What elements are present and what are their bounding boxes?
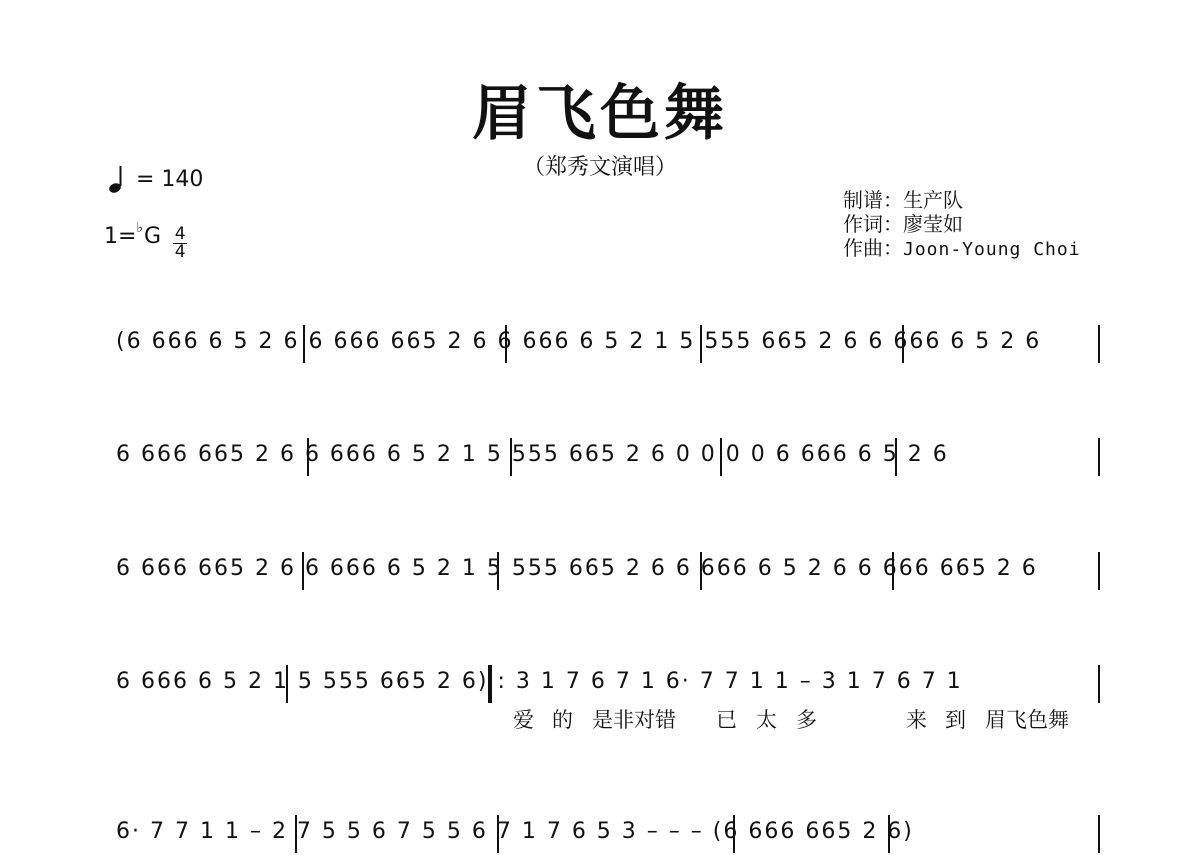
barline xyxy=(1098,665,1100,703)
lyric-word: 眉飞色舞 xyxy=(985,708,1069,732)
score-line-text: (6 666 6 5 2 6 6 666 665 2 6 6 666 6 5 2 1 5 555 665 2 6 6 666 6 5 2 6 xyxy=(116,329,1042,354)
key-signature xyxy=(104,220,187,262)
lyric-word: 太 xyxy=(756,708,777,732)
score-line-text: 6 666 6 5 2 1 5 555 665 2 6) : 3 1 7 6 7 1 6· 7 7 1 1 – 3 1 7 6 7 1 xyxy=(116,669,963,694)
score-line-text: 6 666 665 2 6 6 666 6 5 2 1 5 555 665 2 6 0 0 0 0 6 666 6 5 2 6 xyxy=(116,442,949,467)
barline xyxy=(1098,325,1100,363)
lyric-word: 多 xyxy=(796,708,817,732)
tempo-value: = 140 xyxy=(136,166,204,192)
lyricist-credit: 作词：廖莹如 xyxy=(843,212,963,236)
lyric-word: 来 xyxy=(906,708,927,732)
key-note: G xyxy=(144,224,162,249)
repeat-start-sign xyxy=(488,665,500,703)
score-line-text: 6· 7 7 1 1 – 2 7 5 5 6 7 5 5 6 7 1 7 6 5 3 – – – (6 666 665 2 6) xyxy=(116,819,914,844)
lyric-word: 的 xyxy=(552,708,573,732)
song-title: 眉飞色舞 xyxy=(472,79,728,149)
score-row3 xyxy=(0,552,1200,592)
time-top: 4 xyxy=(174,224,186,244)
credits-block xyxy=(843,188,1081,262)
performer-subtitle: （郑秀文演唱） xyxy=(522,155,677,180)
composer-credit: 作曲：Joon-Young Choi xyxy=(843,236,1081,260)
flat-sign: ♭ xyxy=(136,220,144,236)
barline xyxy=(1098,438,1100,476)
key-prefix: 1= xyxy=(104,224,137,249)
score-row2 xyxy=(0,438,1200,478)
tempo-marking xyxy=(108,164,203,194)
arranger-credit: 制谱：生产队 xyxy=(843,188,963,212)
time-signature xyxy=(173,226,187,261)
score-row1 xyxy=(0,325,1200,365)
score-row4 xyxy=(0,665,1200,705)
score-line-text: 6 666 665 2 6 6 666 6 5 2 1 5 555 665 2 6 6 666 6 5 2 6 6 666 665 2 6 xyxy=(116,556,1038,581)
score-row5 xyxy=(0,815,1200,855)
barline xyxy=(1098,552,1100,590)
lyric-word: 爱 xyxy=(513,708,534,732)
barline xyxy=(1098,815,1100,853)
lyric-word: 到 xyxy=(945,708,966,732)
lyric-word: 是非对错 xyxy=(592,708,676,732)
lyric-word: 已 xyxy=(716,708,737,732)
quarter-note-icon xyxy=(108,164,124,194)
time-bottom: 4 xyxy=(174,242,186,262)
